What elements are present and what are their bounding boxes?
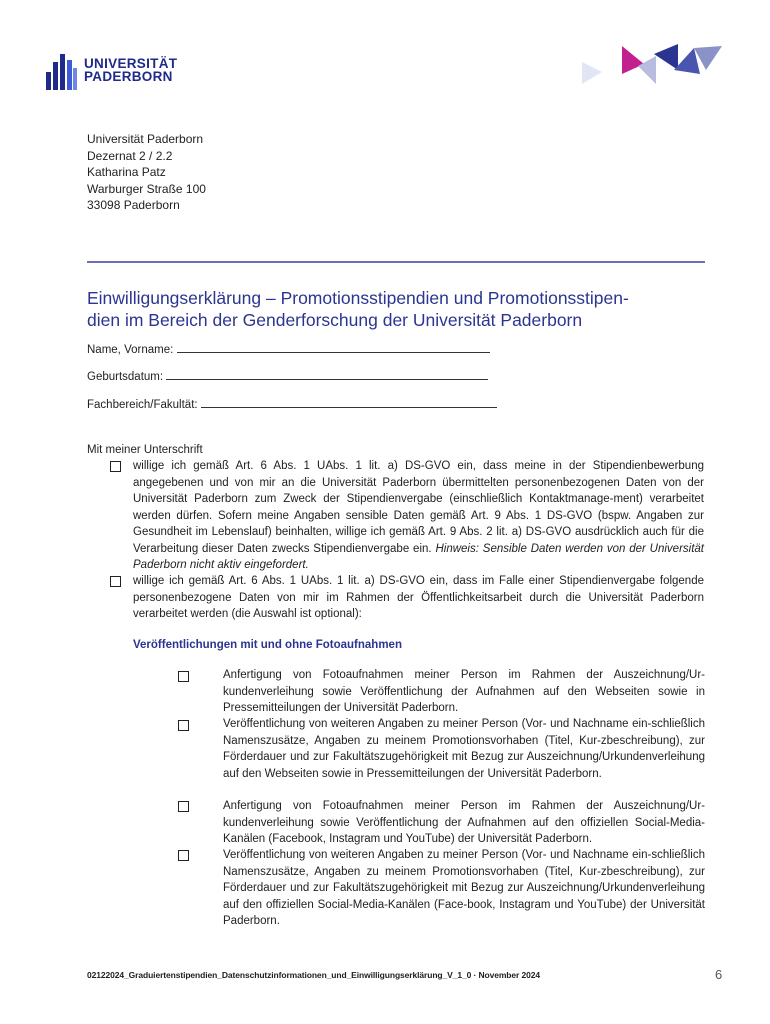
publication-checkbox-1[interactable]: [178, 671, 189, 682]
title-line1: Einwilligungserklärung – Promotionsstipendien und Promotionsstipen-: [87, 288, 629, 308]
publication-option-4: Veröffentlichung von weiteren Angaben zu meiner Person (Vor- und Nachname ein-schließlich Namenszusätze, Angaben zu meinem Promotionsvorhaben (Titel, Kur-zbeschreibung), zur Förderdauer und zur Fakultätszugehörigkeit mit Bezug zur Auszeichnung/Urkundenverleihung auf den offiziellen Social-Media-Kanälen (Face-book, Instagram und YouTube) der Universität Paderborn.: [223, 849, 705, 927]
publications-heading: Veröffentlichungen mit und ohne Fotoaufnahmen: [133, 639, 402, 651]
consent-checkbox-1[interactable]: [110, 461, 121, 472]
recipient-address: [87, 131, 206, 214]
address-line: 33098 Paderborn: [87, 198, 180, 212]
name-field: [87, 343, 490, 356]
address-line: Universität Paderborn: [87, 132, 204, 146]
publication-checkbox-4[interactable]: [178, 850, 189, 861]
consent-intro: Mit meiner Unterschrift: [87, 444, 203, 456]
birthdate-input-line[interactable]: [166, 370, 488, 380]
publication-checkbox-2[interactable]: [178, 720, 189, 731]
page-number: 6: [715, 967, 723, 982]
university-logo: [46, 50, 177, 90]
publication-option-2: Veröffentlichung von weiteren Angaben zu meiner Person (Vor- und Nachname ein-schließlich Namenszusätze, Angaben zu meinem Promotionsvorhaben (Titel, Kur-zbeschreibung), zur Förderdauer und zur Fakultätszugehörigkeit mit Bezug zur Auszeichnung/Urkundenverleihung auf den Webseiten sowie in Pressemitteilungen der Universität Paderborn.: [223, 718, 705, 780]
consent-text-1-body: willige ich gemäß Art. 6 Abs. 1 UAbs. 1 lit. a) DS-GVO ein, dass meine in der Stipendienbewerbung angegebenen und von mir an die Universität Paderborn übermittelten personenbezogenen Daten von der Universität Paderborn zum Zweck der Stipendienvergabe (einschließlich Kontaktmanage-ment) verarbeitet werden dürfen. Sofern meine Angaben sensible Daten gemäß Art. 9 Abs. 1 DS-GVO (bspw. Angaben zur Gesundheit im Lebenslauf) beinhalten, willige ich gemäß Art. 9 Abs. 2 lit. a) DS-GVO ausdrücklich auch für die Verarbeitung dieser Daten zwecks Stipendienvergabe ein.: [133, 460, 704, 555]
faculty-field: [87, 398, 497, 411]
publication-checkbox-3[interactable]: [178, 801, 189, 812]
birthdate-field: [87, 370, 488, 383]
consent-text-2: willige ich gemäß Art. 6 Abs. 1 UAbs. 1 lit. a) DS-GVO ein, dass im Falle einer Stipendienvergabe folgende personenbezogene Daten von mir im Rahmen der Öffentlichkeitsarbeit durch die Universität Paderborn verarbeitet werden (die Auswahl ist optional):: [133, 575, 704, 620]
consent-hint: Hinweis: Sensible Daten werden von der Universität Paderborn nicht aktiv eingefordert.: [133, 542, 704, 571]
document-title: [87, 287, 707, 331]
title-line2: dien im Bereich der Genderforschung der Universität Paderborn: [87, 310, 583, 330]
faculty-input-line[interactable]: [201, 398, 497, 408]
publication-option-3: Anfertigung von Fotoaufnahmen meiner Person im Rahmen der Auszeichnung/Ur-kundenverleihung sowie Veröffentlichung der Aufnahmen auf den offiziellen Social-Media-Kanälen (Facebook, Instagram und YouTube) der Universität Paderborn.: [223, 800, 705, 845]
logo-line2: PADERBORN: [84, 69, 173, 84]
logo-emblem-icon: [46, 50, 78, 90]
address-line: Dezernat 2 / 2.2: [87, 148, 173, 163]
name-label: Name, Vorname:: [87, 344, 174, 356]
publication-option-1: Anfertigung von Fotoaufnahmen meiner Person im Rahmen der Auszeichnung/Ur-kundenverleihung sowie Veröffentlichung der Aufnahmen auf den Webseiten sowie in Pressemitteilungen der Universität Paderborn.: [223, 669, 705, 714]
consent-checkbox-2[interactable]: [110, 576, 121, 587]
name-input-line[interactable]: [177, 343, 490, 353]
address-line: Katharina Patz: [87, 165, 166, 179]
faculty-label: Fachbereich/Fakultät:: [87, 399, 198, 411]
decorative-triangles-icon: [582, 44, 724, 90]
consent-text-1: [133, 458, 704, 574]
birthdate-label: Geburtsdatum:: [87, 371, 164, 383]
logo-line1: UNIVERSITÄT: [84, 56, 178, 71]
divider: [87, 261, 705, 263]
address-line: Warburger Straße 100: [87, 181, 206, 196]
footer-filename: 02122024_Graduiertenstipendien_Datenschutzinformationen_und_Einwilligungserklärung_V_1_0 · November 2024: [87, 970, 541, 980]
